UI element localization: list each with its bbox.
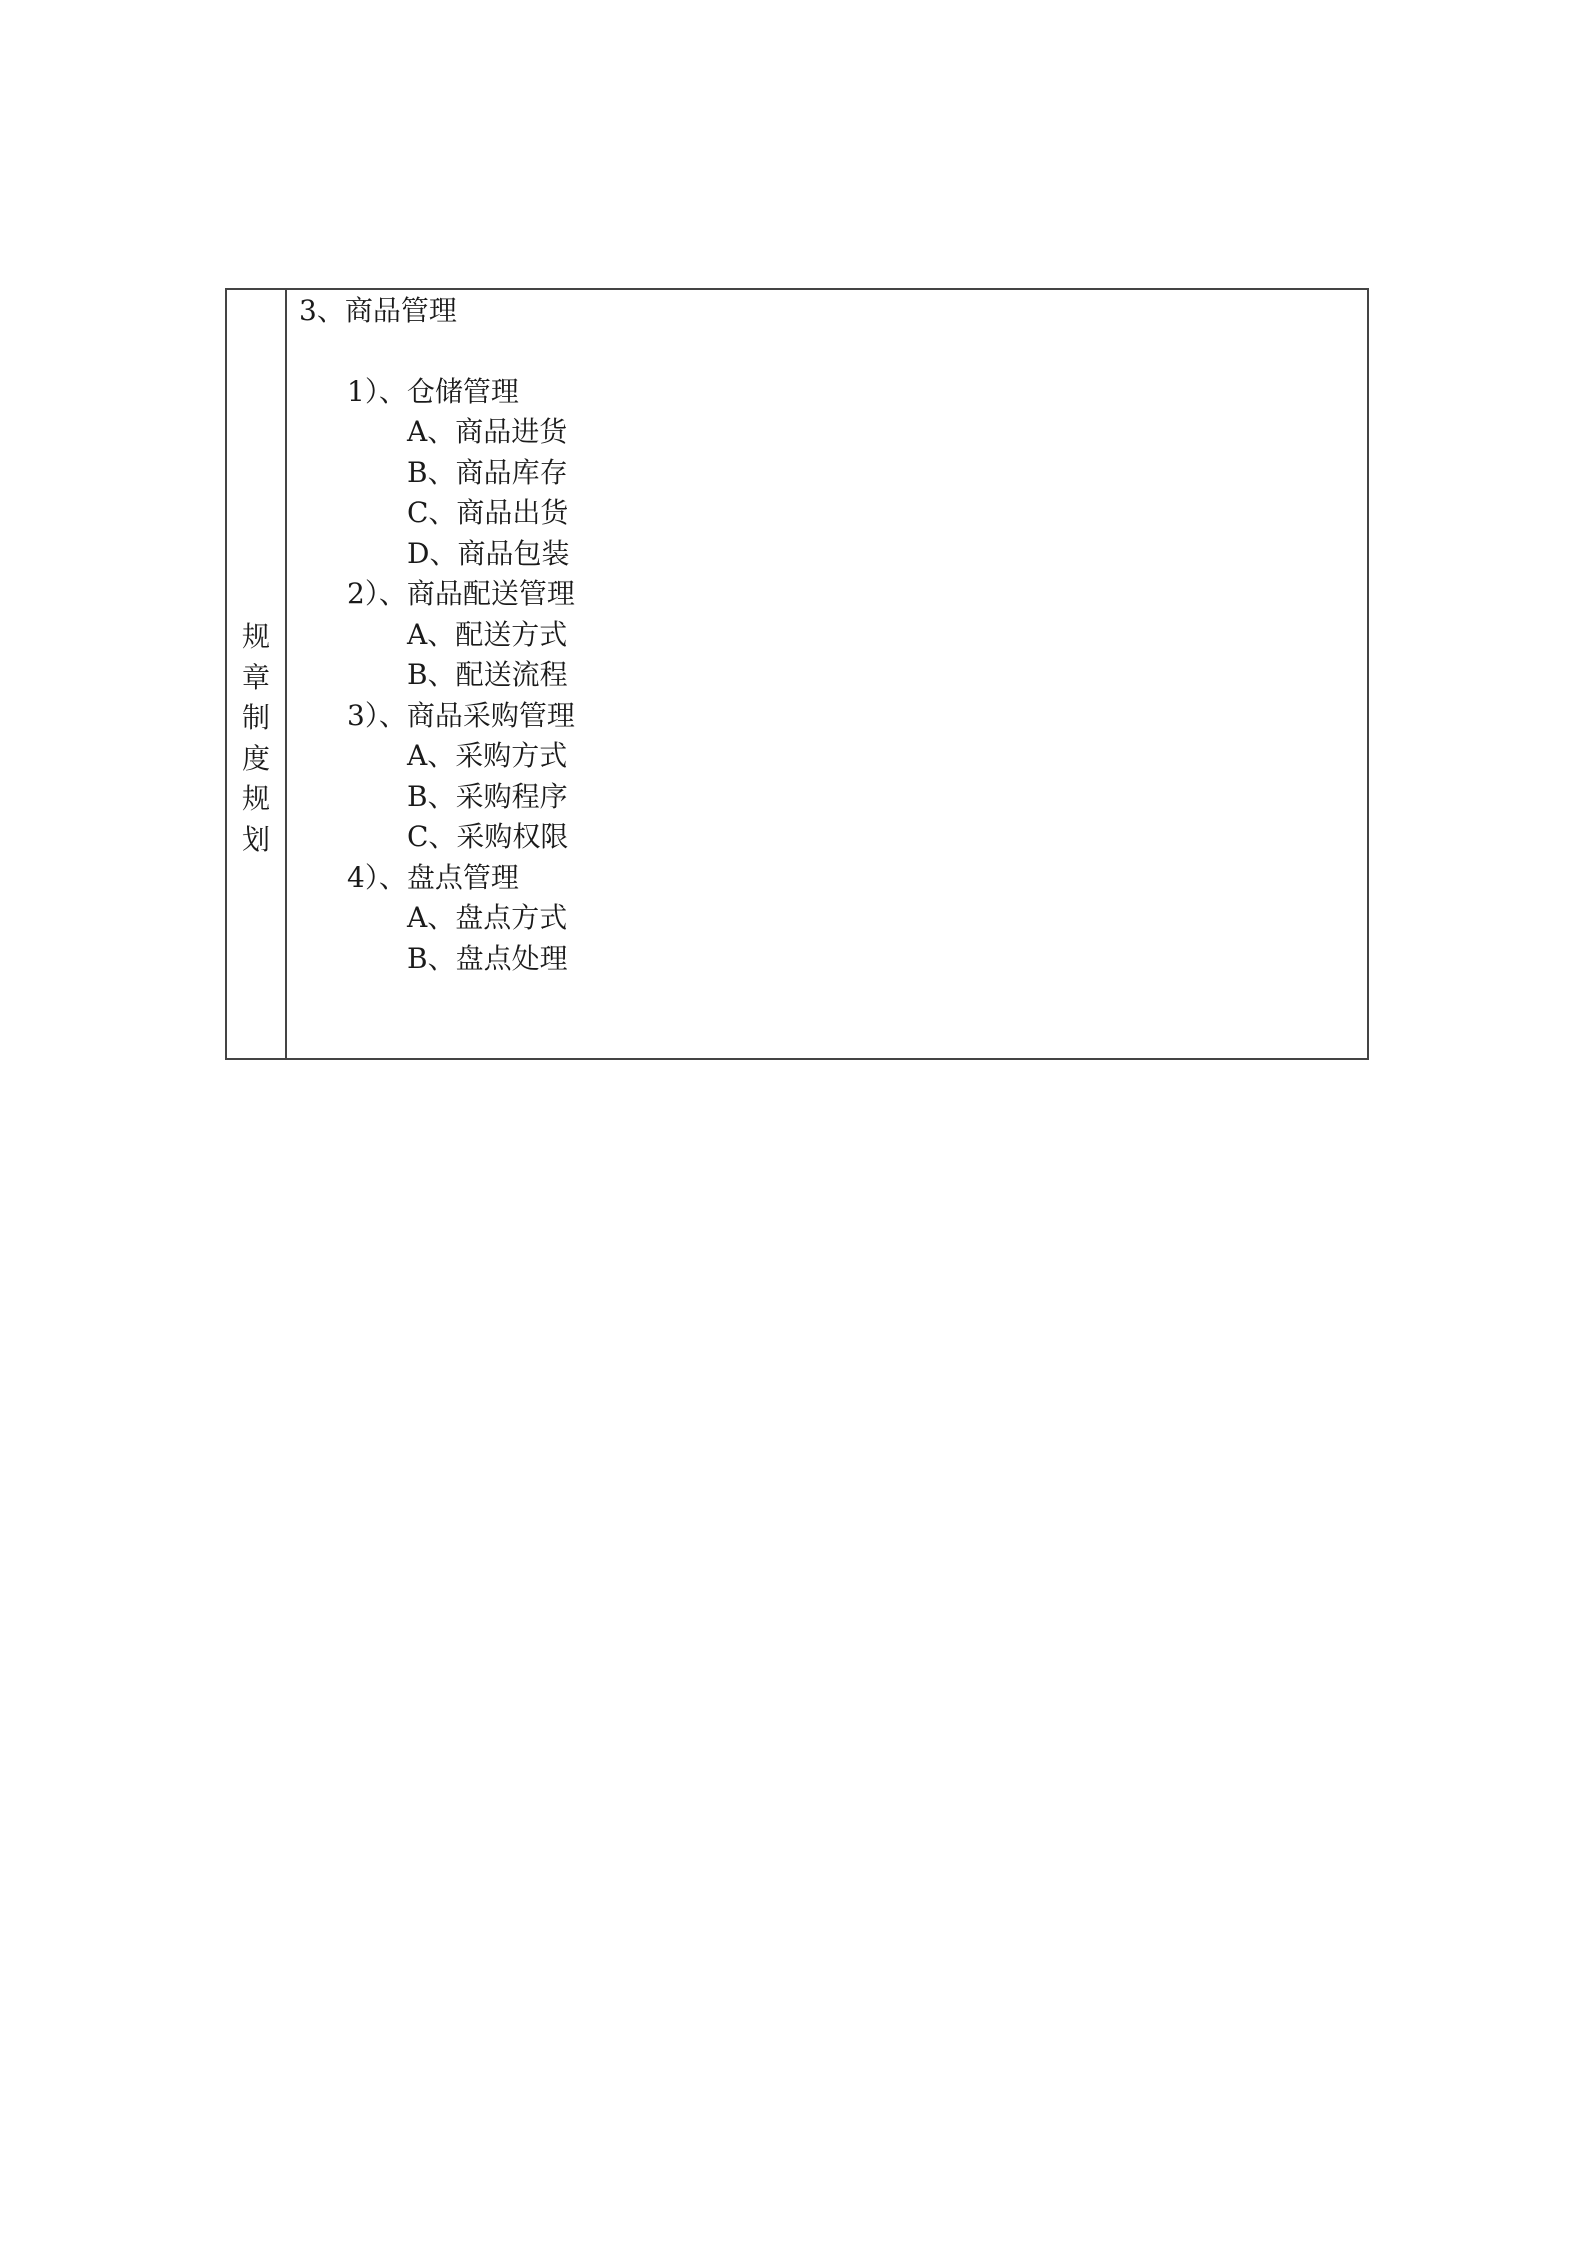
- list-item: C、商品出货: [407, 496, 569, 529]
- group-title: 3）、商品采购管理: [347, 699, 575, 732]
- label-column: [227, 290, 287, 1058]
- list-item: B、盘点处理: [407, 942, 568, 975]
- list-item: A、盘点方式: [407, 901, 568, 934]
- list-item: C、采购权限: [407, 820, 569, 853]
- group-title: 4）、盘点管理: [347, 861, 519, 894]
- regulation-table: [225, 288, 1369, 1060]
- list-item: A、配送方式: [407, 618, 568, 651]
- label-char: 划: [241, 822, 270, 856]
- label-char: 制: [241, 701, 270, 734]
- section-title: 3、商品管理: [299, 294, 457, 327]
- list-item: A、商品进货: [407, 415, 568, 448]
- label-char: 规: [241, 782, 270, 815]
- list-item: B、配送流程: [407, 658, 568, 691]
- group-title: 1）、仓储管理: [347, 375, 519, 408]
- list-item: B、采购程序: [407, 780, 568, 813]
- list-item: D、商品包装: [407, 537, 570, 570]
- label-char: 度: [241, 741, 270, 775]
- content-column: [287, 290, 1367, 1058]
- label-char: 章: [241, 660, 270, 694]
- list-item: B、商品库存: [407, 456, 568, 489]
- list-item: A、采购方式: [407, 739, 568, 772]
- group-title: 2）、商品配送管理: [347, 577, 575, 610]
- label-char: 规: [241, 620, 270, 653]
- vertical-label: [227, 617, 285, 860]
